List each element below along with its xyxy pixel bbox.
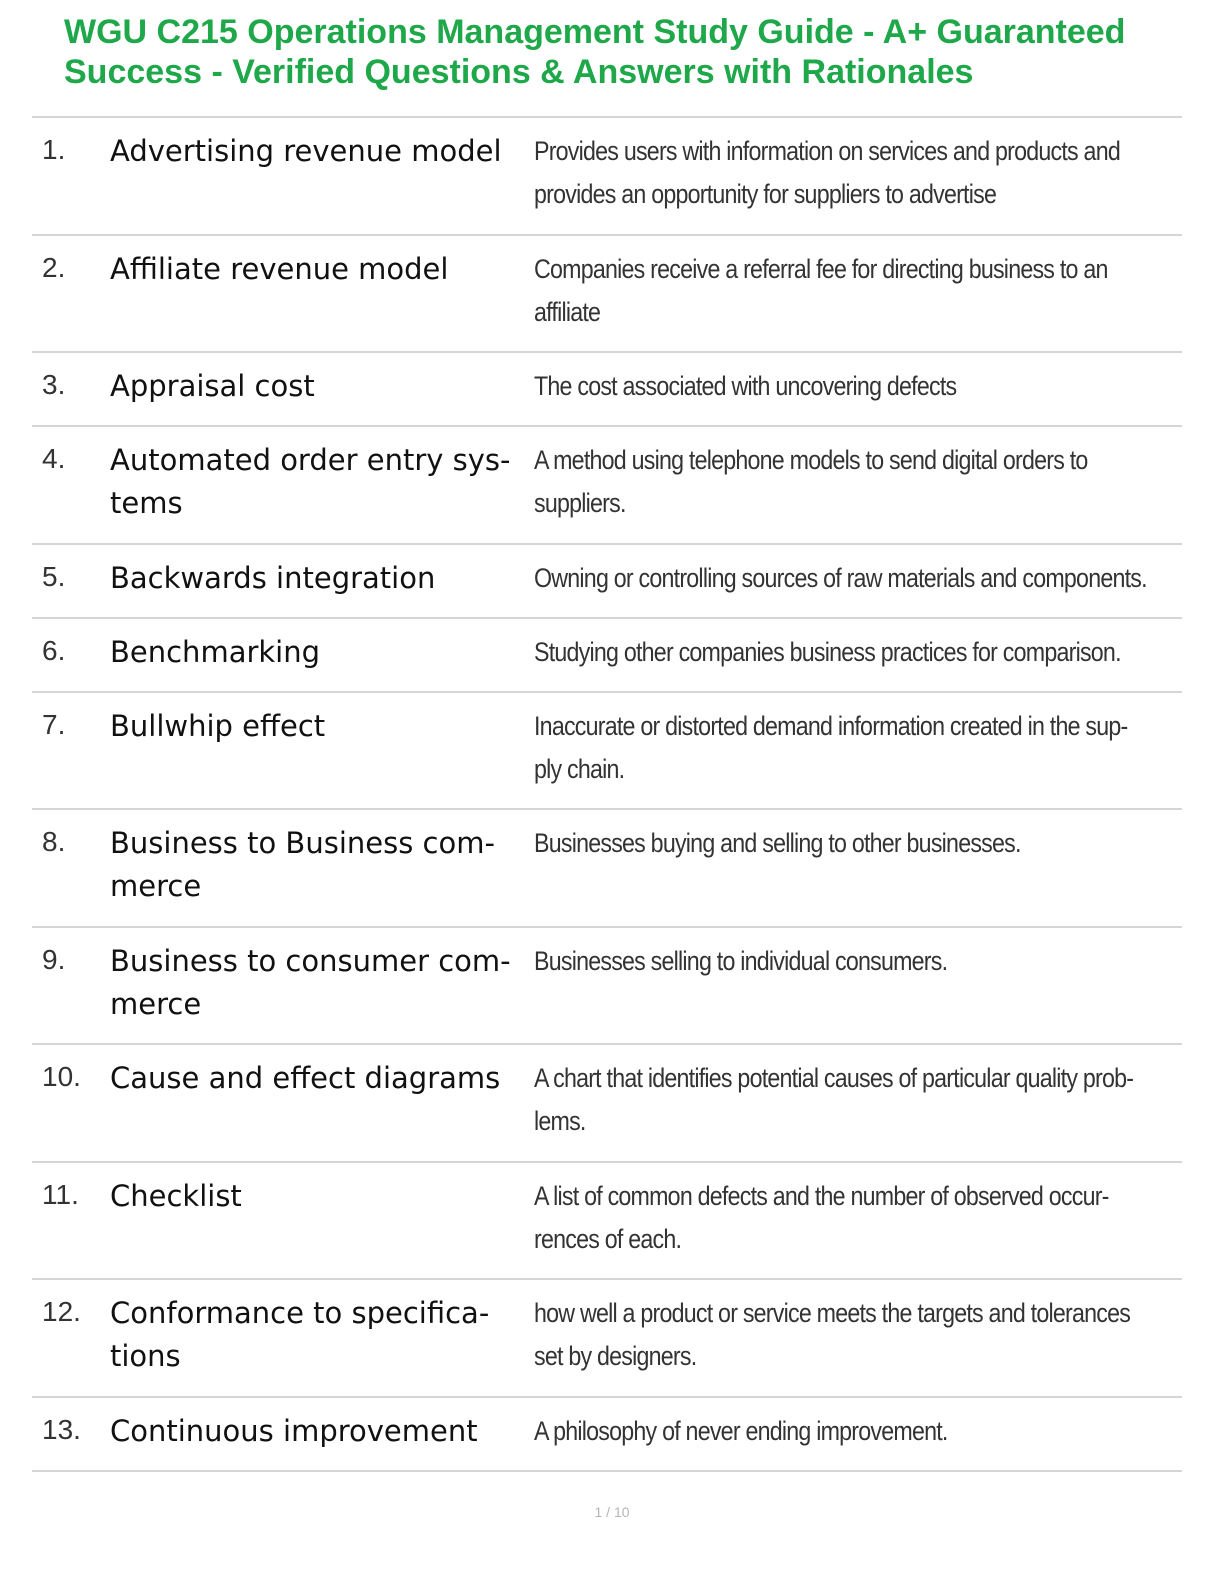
- entry-number: 9.: [42, 943, 66, 975]
- entry-definition: [534, 248, 1108, 334]
- entry-definition: [534, 940, 1084, 983]
- entry-term-line: Cause and effect diagrams: [110, 1061, 501, 1095]
- glossary-row: [32, 118, 1182, 236]
- entry-term: [110, 1175, 530, 1218]
- entry-definition-line: lems.: [534, 1106, 586, 1136]
- entry-definition: [534, 1292, 1131, 1378]
- document-title-line-2: Success - Verified Questions & Answers with Rationales: [64, 53, 974, 91]
- entry-definition-line: Businesses buying and selling to other businesses.: [534, 828, 1021, 858]
- entry-term-line: Business to Business com-: [110, 826, 495, 860]
- entry-term: [110, 705, 530, 748]
- entry-definition-line: provides an opportunity for suppliers to advertise: [534, 179, 997, 209]
- entry-term-line: Benchmarking: [110, 634, 321, 669]
- entry-term-line: merce: [110, 869, 202, 903]
- entry-number: 7.: [42, 708, 66, 740]
- entry-definition: [534, 631, 1121, 674]
- entry-definition-line: A chart that identifies potential causes of particular quality prob-: [534, 1063, 1134, 1093]
- entry-term: [110, 940, 530, 1026]
- entry-term: [110, 365, 530, 408]
- entry-definition-line: Provides users with information on services and products and: [534, 136, 1120, 166]
- document-title-line-1: WGU C215 Operations Management Study Guide - A+ Guaranteed: [64, 13, 1126, 51]
- entry-definition-line: Businesses selling to individual consumers.: [534, 945, 948, 976]
- glossary-row: [32, 1045, 1182, 1163]
- entry-number: 3.: [42, 369, 66, 400]
- entry-definition: [534, 439, 1088, 525]
- entry-term: [110, 822, 530, 908]
- entry-number: 2.: [42, 251, 66, 283]
- entry-term: [110, 1292, 530, 1378]
- entry-term-line: tems: [110, 486, 183, 520]
- glossary-row: [32, 693, 1182, 811]
- entry-term-line: Automated order entry sys-: [110, 443, 511, 477]
- entry-definition: [534, 705, 1128, 791]
- entry-term-line: Continuous improvement: [110, 1413, 478, 1448]
- entry-definition: [534, 557, 1147, 600]
- entry-definition-line: A method using telephone models to send digital orders to: [534, 445, 1088, 475]
- entry-term: [110, 631, 530, 674]
- glossary-row: [32, 236, 1182, 354]
- entry-definition-line: Owning or controlling sources of raw materials and components.: [534, 562, 1147, 593]
- entry-term: [110, 557, 530, 600]
- glossary-row: [32, 353, 1182, 427]
- glossary-row: [32, 810, 1182, 928]
- entry-term-line: Backwards integration: [110, 560, 436, 595]
- entry-definition-line: affiliate: [534, 296, 601, 327]
- entry-term: [110, 439, 530, 525]
- entry-term: [110, 1057, 530, 1100]
- entry-term-line: Checklist: [110, 1178, 242, 1213]
- glossary-table: [32, 118, 1182, 1472]
- glossary-row: [32, 619, 1182, 693]
- entry-term-line: Business to consumer com-: [110, 943, 511, 978]
- entry-term: [110, 130, 530, 173]
- glossary-row: [32, 1280, 1182, 1398]
- entry-term-line: Conformance to specifica-: [110, 1296, 490, 1330]
- glossary-row: [32, 1163, 1182, 1281]
- entry-definition: [534, 130, 1120, 216]
- entry-term-line: tions: [110, 1339, 181, 1373]
- glossary-row: [32, 545, 1182, 619]
- entry-term: [110, 248, 530, 291]
- glossary-row: [32, 427, 1182, 545]
- entry-number: 1.: [42, 134, 66, 165]
- entry-term: [110, 1410, 530, 1453]
- entry-term-line: Affiliate revenue model: [110, 251, 449, 286]
- entry-number: 10.: [42, 1061, 81, 1092]
- entry-definition-line: A list of common defects and the number of observed occur-: [534, 1180, 1109, 1211]
- entry-definition-line: Studying other companies business practices for comparison.: [534, 636, 1121, 667]
- entry-definition-line: suppliers.: [534, 488, 626, 518]
- entry-number: 8.: [42, 826, 66, 857]
- entry-definition: [534, 822, 1084, 865]
- entry-definition-line: A philosophy of never ending improvement.: [534, 1415, 948, 1446]
- entry-definition-line: rences of each.: [534, 1223, 682, 1254]
- entry-number: 6.: [42, 634, 66, 666]
- entry-definition: [534, 1410, 1084, 1453]
- entry-term-line: Advertising revenue model: [110, 134, 502, 168]
- page-indicator: 1 / 10: [594, 1504, 630, 1520]
- entry-definition-line: ply chain.: [534, 753, 625, 784]
- entry-term-line: Bullwhip effect: [110, 708, 326, 743]
- entry-number: 11.: [42, 1178, 79, 1210]
- entry-term-line: Appraisal cost: [110, 369, 315, 403]
- entry-number: 13.: [42, 1413, 81, 1445]
- glossary-row: [32, 1398, 1182, 1472]
- entry-number: 4.: [42, 443, 66, 474]
- entry-definition-line: set by designers.: [534, 1341, 697, 1371]
- entry-number: 5.: [42, 560, 66, 592]
- entry-definition: [534, 1175, 1109, 1261]
- document-title: [64, 12, 1204, 92]
- entry-definition-line: Companies receive a referral fee for directing business to an: [534, 253, 1108, 284]
- entry-definition-line: how well a product or service meets the targets and tolerances: [534, 1298, 1131, 1328]
- entry-definition: [534, 365, 1084, 408]
- entry-definition: [534, 1057, 1134, 1143]
- entry-definition-line: Inaccurate or distorted demand information created in the sup-: [534, 710, 1128, 741]
- entry-definition-line: The cost associated with uncovering defects: [534, 371, 957, 401]
- glossary-row: [32, 928, 1182, 1046]
- entry-term-line: merce: [110, 986, 202, 1021]
- entry-number: 12.: [42, 1296, 81, 1327]
